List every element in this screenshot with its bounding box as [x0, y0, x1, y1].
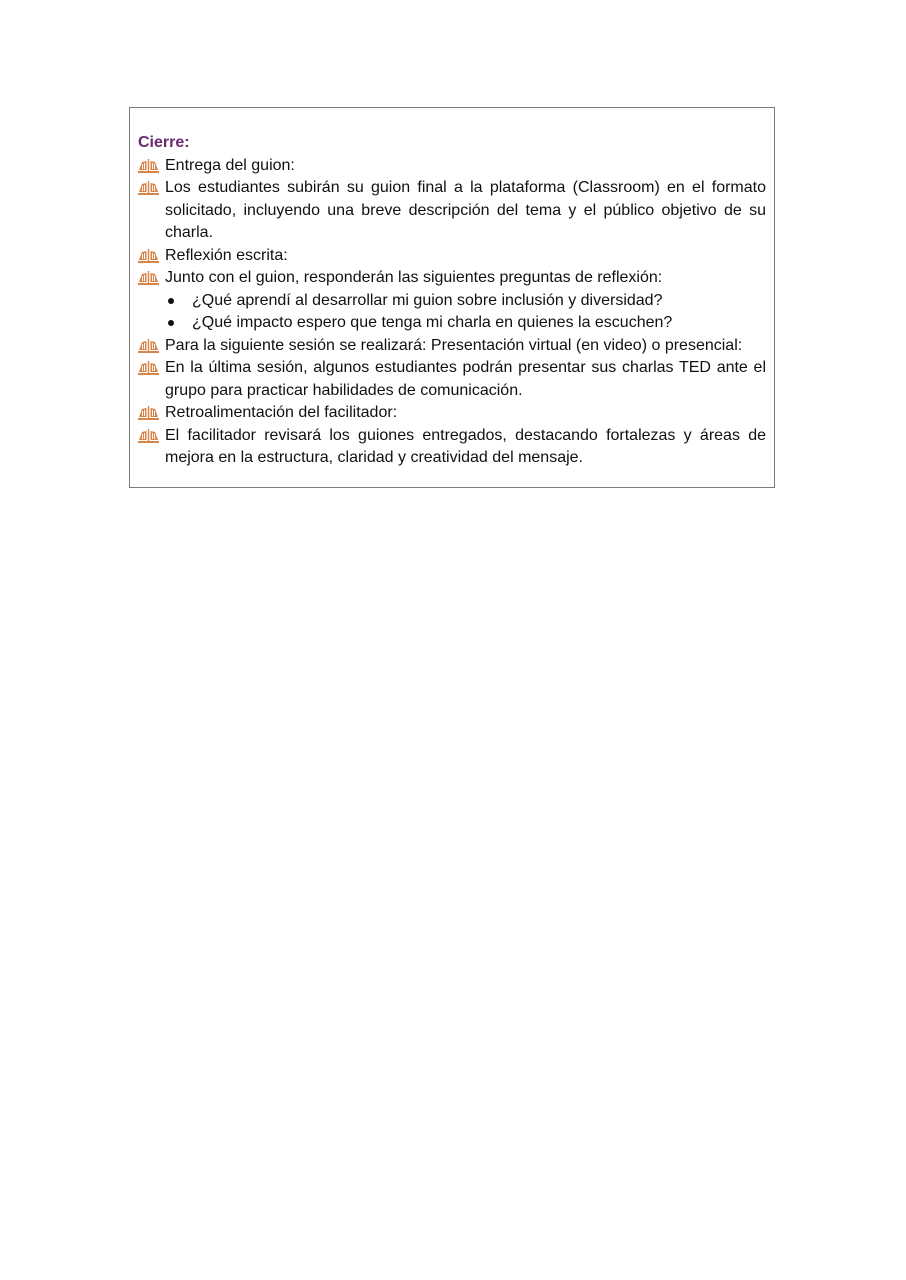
closing-list — [138, 155, 766, 470]
bullet-dot-icon — [168, 298, 174, 304]
question-text: ¿Qué impacto espero que tenga mi charla en quienes la escuchen? — [192, 314, 673, 331]
list-item-questions-intro — [138, 267, 766, 290]
list-item-text: Reflexión escrita: — [165, 246, 288, 264]
list-item-text: Para la siguiente sesión se realizará: Presentación virtual (en video) o presencial: — [165, 336, 743, 354]
question-item — [138, 312, 766, 335]
open-book-icon — [138, 339, 159, 353]
list-item-text: En la última sesión, algunos estudiantes podrán presentar sus charlas TED ante el grupo para practicar habilidades de comunicación. — [165, 359, 766, 399]
list-item-upload — [138, 177, 766, 245]
question-text: ¿Qué aprendí al desarrollar mi guion sobre inclusión y diversidad? — [192, 291, 663, 309]
open-book-icon — [138, 406, 159, 420]
list-item-delivery — [138, 155, 766, 178]
bullet-dot-icon — [168, 320, 174, 326]
list-item-next-session — [138, 335, 766, 358]
list-item-text: El facilitador revisará los guiones entregados, destacando fortalezas y áreas de mejora en la estructura, claridad y creatividad del mensaje. — [165, 426, 766, 466]
list-item-review — [138, 425, 766, 470]
closing-section-box — [129, 107, 775, 488]
open-book-icon — [138, 249, 159, 263]
section-heading: Cierre: — [138, 134, 190, 151]
open-book-icon — [138, 181, 159, 195]
open-book-icon — [138, 159, 159, 173]
list-item-feedback — [138, 402, 766, 425]
open-book-icon — [138, 429, 159, 443]
list-item-last-session — [138, 357, 766, 402]
list-item-reflection — [138, 245, 766, 268]
question-item — [138, 290, 766, 313]
list-item-text: Entrega del guion: — [165, 156, 295, 174]
list-item-text: Los estudiantes subirán su guion final a la plataforma (Classroom) en el formato solicitado, incluyendo una breve descripción del tema y el público objetivo de su charla. — [165, 179, 766, 241]
open-book-icon — [138, 361, 159, 375]
open-book-icon — [138, 271, 159, 285]
list-item-text: Retroalimentación del facilitador: — [165, 404, 398, 421]
list-item-text: Junto con el guion, responderán las siguientes preguntas de reflexión: — [165, 269, 663, 286]
